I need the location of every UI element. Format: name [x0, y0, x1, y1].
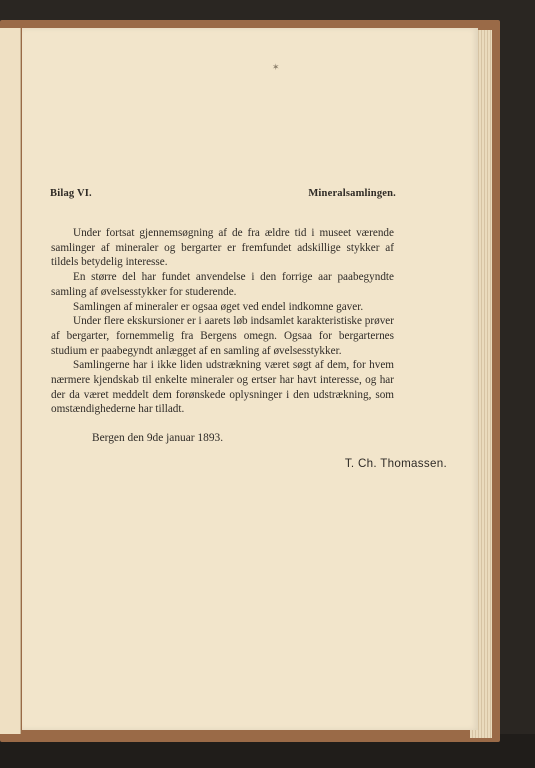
header-appendix-label: Bilag VI.: [50, 188, 92, 199]
body-text: [51, 226, 394, 417]
ink-smudge-icon: ✶: [272, 62, 280, 72]
header-section-title: Mineralsamlingen.: [308, 188, 396, 199]
paragraph: Samlingerne har i ikke liden udstrækning været søgt af dem, for hvem nærmere kjendskab til enkelte mineraler og ertser har havt interesse, og har der da været meddelt dem forønskede oplysninger i den udstrækning, som omstændighederne har tilladt.: [51, 359, 394, 416]
paragraph: Samlingen af mineraler er ogsaa øget ved endel indkomne gaver.: [73, 300, 364, 313]
paragraph: En større del har fundet anvendelse i den forrige aar paabegyndte samling af øvelsesstykker for studerende.: [51, 271, 394, 298]
date-line: Bergen den 9de januar 1893.: [92, 432, 224, 444]
paragraph: Under flere ekskursioner er i aarets løb indsamlet karakteristiske prøver af bergarter, fornemmelig fra Bergens omegn. Ogsaa for bergarternes studium er paabegyndt anlægget af en samling af øvelsesstykker.: [51, 315, 394, 357]
paragraph: Under fortsat gjennemsøgning af de fra ældre tid i museet værende samlinger af mineraler og bergarter er fremfundet adskillige stykker af tildels betydelig interesse.: [51, 227, 394, 269]
left-page-edge: [0, 28, 21, 734]
signature: T. Ch. Thomassen.: [344, 457, 447, 470]
